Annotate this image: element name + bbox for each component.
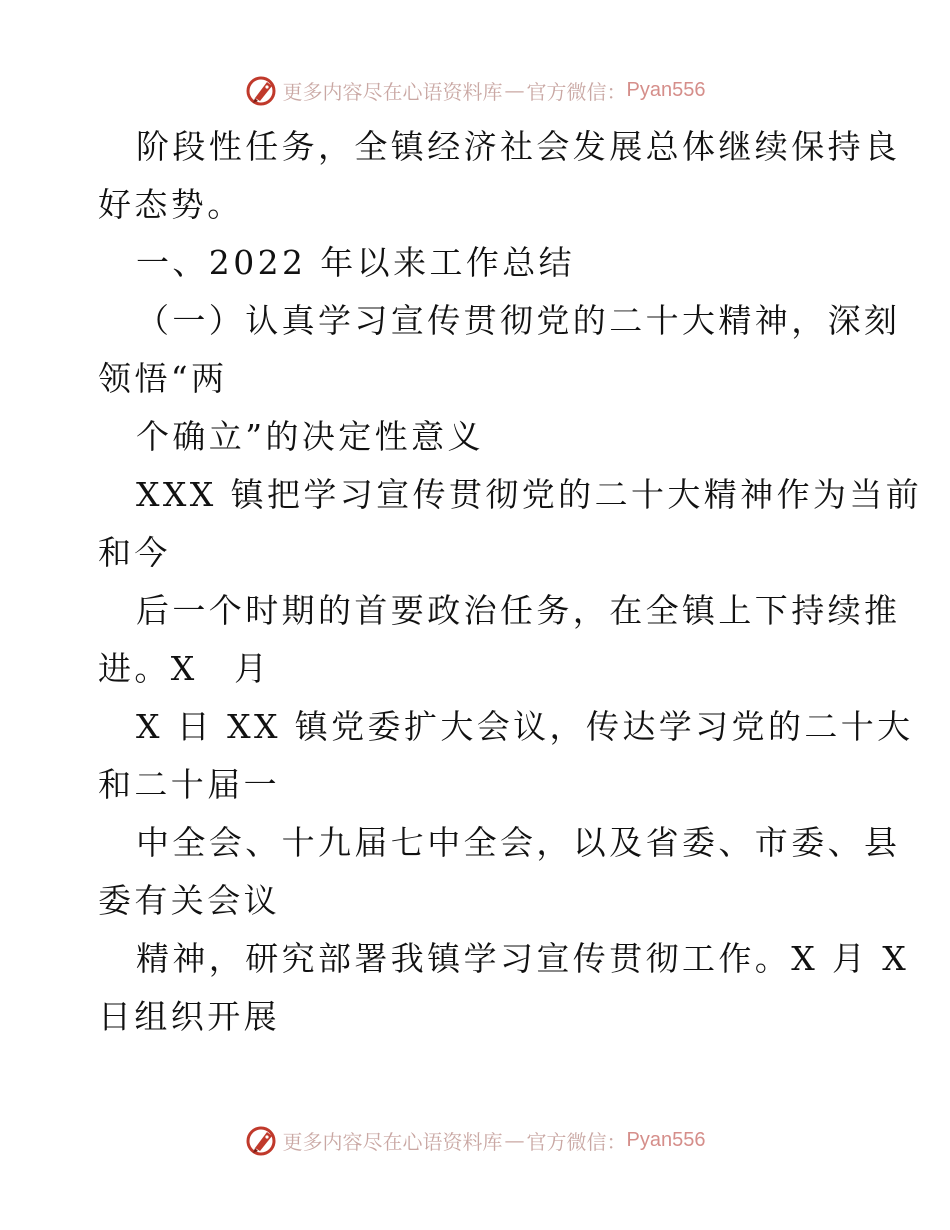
body-line: 后一个时期的首要政治任务，在全镇上下持续推 xyxy=(136,591,901,630)
document-body xyxy=(98,118,923,1046)
body-line: 和今 xyxy=(98,533,171,572)
body-line: 中全会、十九届七中全会，以及省委、市委、县 xyxy=(136,823,901,862)
header-account: Pyan556 xyxy=(626,78,706,101)
body-line: 进。X 月 xyxy=(98,649,271,688)
footer-label: 官方微信： xyxy=(526,1129,627,1154)
header-text xyxy=(283,76,706,105)
body-line: （一）认真学习宣传贯彻党的二十大精神，深刻 xyxy=(136,301,901,340)
footer-text xyxy=(283,1126,706,1155)
pen-logo-icon xyxy=(245,73,279,107)
body-line: 精神，研究部署我镇学习宣传贯彻工作。X 月 X xyxy=(136,939,910,978)
footer-dash: — xyxy=(504,1128,525,1152)
body-line: X 日 XX 镇党委扩大会议，传达学习党的二十大 xyxy=(136,707,914,746)
header-banner xyxy=(0,70,950,110)
body-line: 委有关会议 xyxy=(98,881,280,920)
body-line: XXX 镇把学习宣传贯彻党的二十大精神作为当前 xyxy=(136,475,923,514)
body-line: 和二十届一 xyxy=(98,765,280,804)
header-site: 更多内容尽在心语资料库 xyxy=(282,79,503,104)
header-label: 官方微信： xyxy=(526,79,627,104)
body-line: 阶段性任务，全镇经济社会发展总体继续保持良 xyxy=(136,127,901,166)
body-line: 好态势。 xyxy=(98,185,244,224)
header-dash: — xyxy=(504,78,525,102)
body-line: 领悟“两 xyxy=(98,359,228,398)
body-line: 个确立”的决定性意义 xyxy=(136,417,484,456)
footer-banner xyxy=(0,1120,950,1160)
body-line: 日组织开展 xyxy=(98,997,280,1036)
footer-account: Pyan556 xyxy=(626,1128,706,1151)
body-line: 一、2022 年以来工作总结 xyxy=(136,243,576,282)
footer-site: 更多内容尽在心语资料库 xyxy=(282,1129,503,1154)
pen-logo-icon xyxy=(245,1123,279,1157)
